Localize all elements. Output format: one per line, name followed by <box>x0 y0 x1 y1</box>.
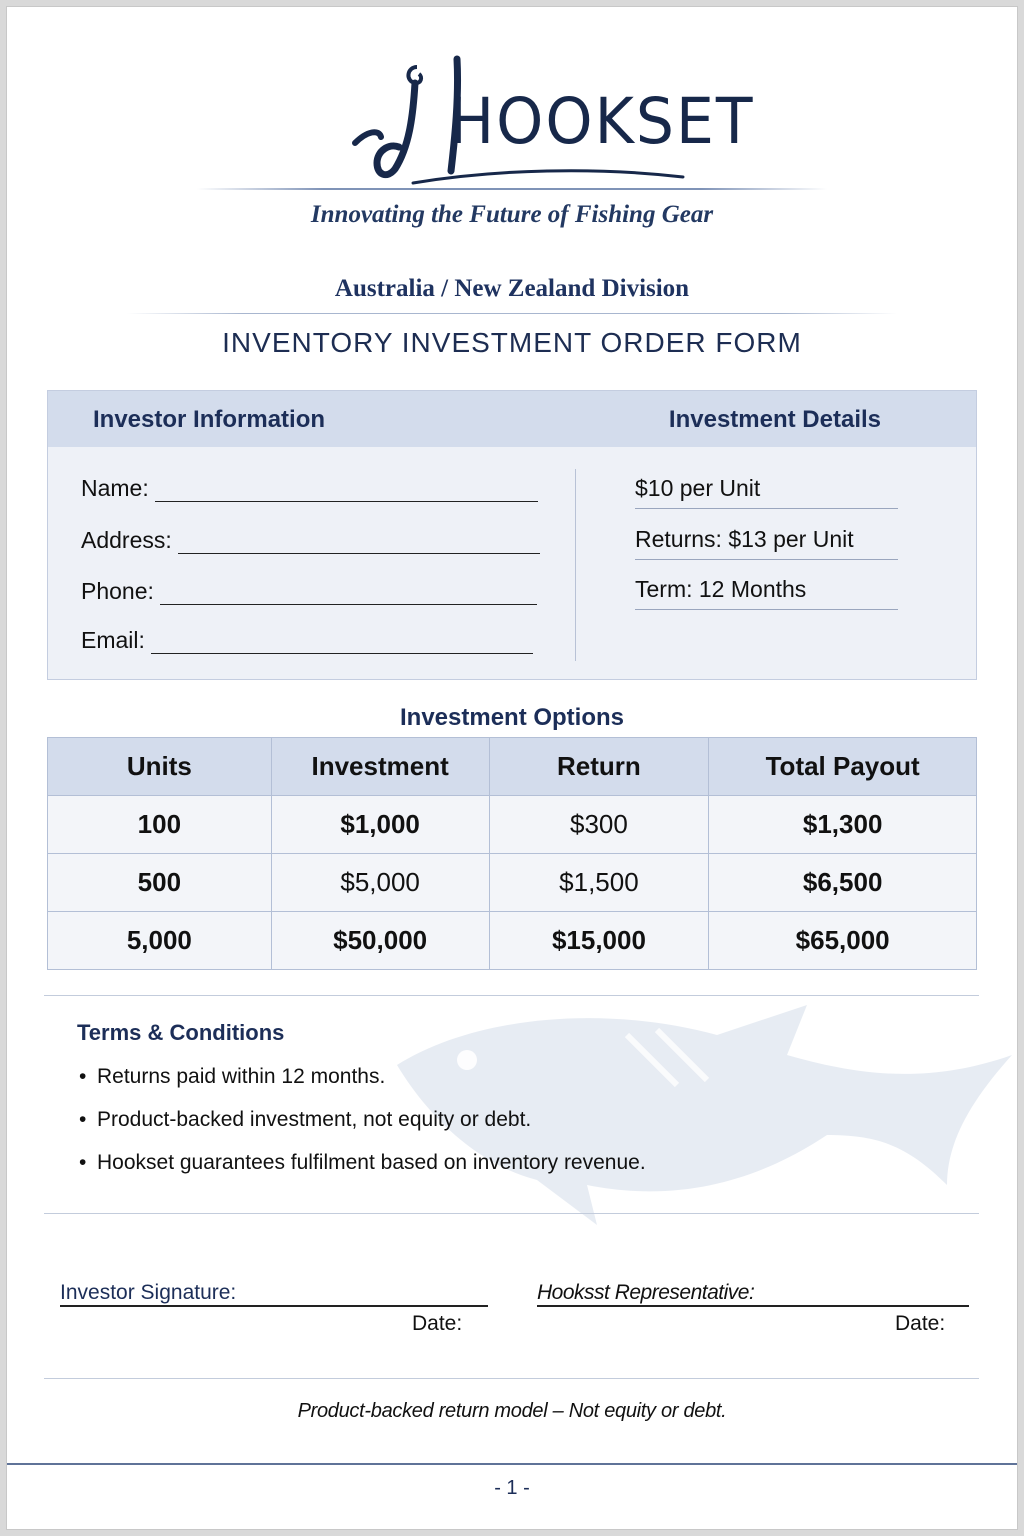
phone-field[interactable] <box>81 578 537 605</box>
returns-per-unit: Returns: $13 per Unit <box>635 526 898 560</box>
investor-signature-line[interactable] <box>60 1305 488 1307</box>
terms-list <box>79 1065 646 1194</box>
column-header-units: Units <box>48 738 272 796</box>
name-input-line[interactable] <box>155 484 538 502</box>
list-item: • Returns paid within 12 months. <box>79 1065 646 1108</box>
phone-label: Phone: <box>81 578 154 604</box>
name-field[interactable] <box>81 475 538 502</box>
representative-signature-label: Hooksst Representative: <box>537 1281 755 1304</box>
list-item: • Hookset guarantees fulfilment based on inventory revenue. <box>79 1151 646 1194</box>
cell-investment: $1,000 <box>271 796 489 854</box>
options-heading: Investment Options <box>399 704 625 731</box>
cell-total-payout: $6,500 <box>709 854 977 912</box>
panel-divider <box>575 469 576 661</box>
investment-details-heading: Investment Details <box>668 406 881 433</box>
table-row[interactable] <box>48 796 977 854</box>
cell-investment: $50,000 <box>271 912 489 970</box>
column-header-total-payout: Total Payout <box>709 738 977 796</box>
info-panel-header <box>48 391 976 447</box>
investor-info-panel <box>47 390 977 680</box>
cell-total-payout: $1,300 <box>709 796 977 854</box>
name-label: Name: <box>81 475 149 501</box>
section-divider <box>44 1213 979 1214</box>
title-divider <box>127 313 897 314</box>
phone-input-line[interactable] <box>160 587 537 605</box>
list-item: • Product-backed investment, not equity or debt. <box>79 1108 646 1151</box>
cell-units: 500 <box>48 854 272 912</box>
investment-options-table <box>47 737 977 970</box>
representative-signature-line[interactable] <box>537 1305 969 1307</box>
section-divider <box>44 1378 979 1379</box>
cell-investment: $5,000 <box>271 854 489 912</box>
column-header-investment: Investment <box>271 738 489 796</box>
page-number: - 1 - <box>494 1477 530 1499</box>
unit-price: $10 per Unit <box>635 475 898 509</box>
address-input-line[interactable] <box>178 536 540 554</box>
logo-wordmark: HOOKSET <box>449 85 755 159</box>
cell-units: 100 <box>48 796 272 854</box>
footer-note: Product-backed return model – Not equity or debt. <box>297 1400 727 1422</box>
tagline: Innovating the Future of Fishing Gear <box>310 201 714 228</box>
representative-date-label: Date: <box>895 1312 946 1335</box>
investor-signature-label: Investor Signature: <box>60 1281 237 1304</box>
cell-total-payout: $65,000 <box>709 912 977 970</box>
email-label: Email: <box>81 627 145 653</box>
address-field[interactable] <box>81 527 540 554</box>
terms-heading: Terms & Conditions <box>77 1020 285 1045</box>
column-header-return: Return <box>489 738 709 796</box>
header-divider <box>197 188 827 190</box>
address-label: Address: <box>81 527 172 553</box>
table-row[interactable] <box>48 854 977 912</box>
cell-return: $300 <box>489 796 709 854</box>
term-length: Term: 12 Months <box>635 576 898 610</box>
form-title: INVENTORY INVESTMENT ORDER FORM <box>222 327 802 358</box>
division-title: Australia / New Zealand Division <box>334 275 690 302</box>
order-form-page <box>6 6 1018 1530</box>
table-row[interactable] <box>48 912 977 970</box>
table-header-row <box>48 738 977 796</box>
email-input-line[interactable] <box>151 636 533 654</box>
investor-info-heading: Investor Information <box>93 406 326 433</box>
investor-date-label: Date: <box>412 1312 463 1335</box>
footer-rule <box>7 1463 1017 1465</box>
cell-return: $1,500 <box>489 854 709 912</box>
hookset-logo <box>347 47 755 197</box>
email-field[interactable] <box>81 627 533 654</box>
cell-units: 5,000 <box>48 912 272 970</box>
cell-return: $15,000 <box>489 912 709 970</box>
